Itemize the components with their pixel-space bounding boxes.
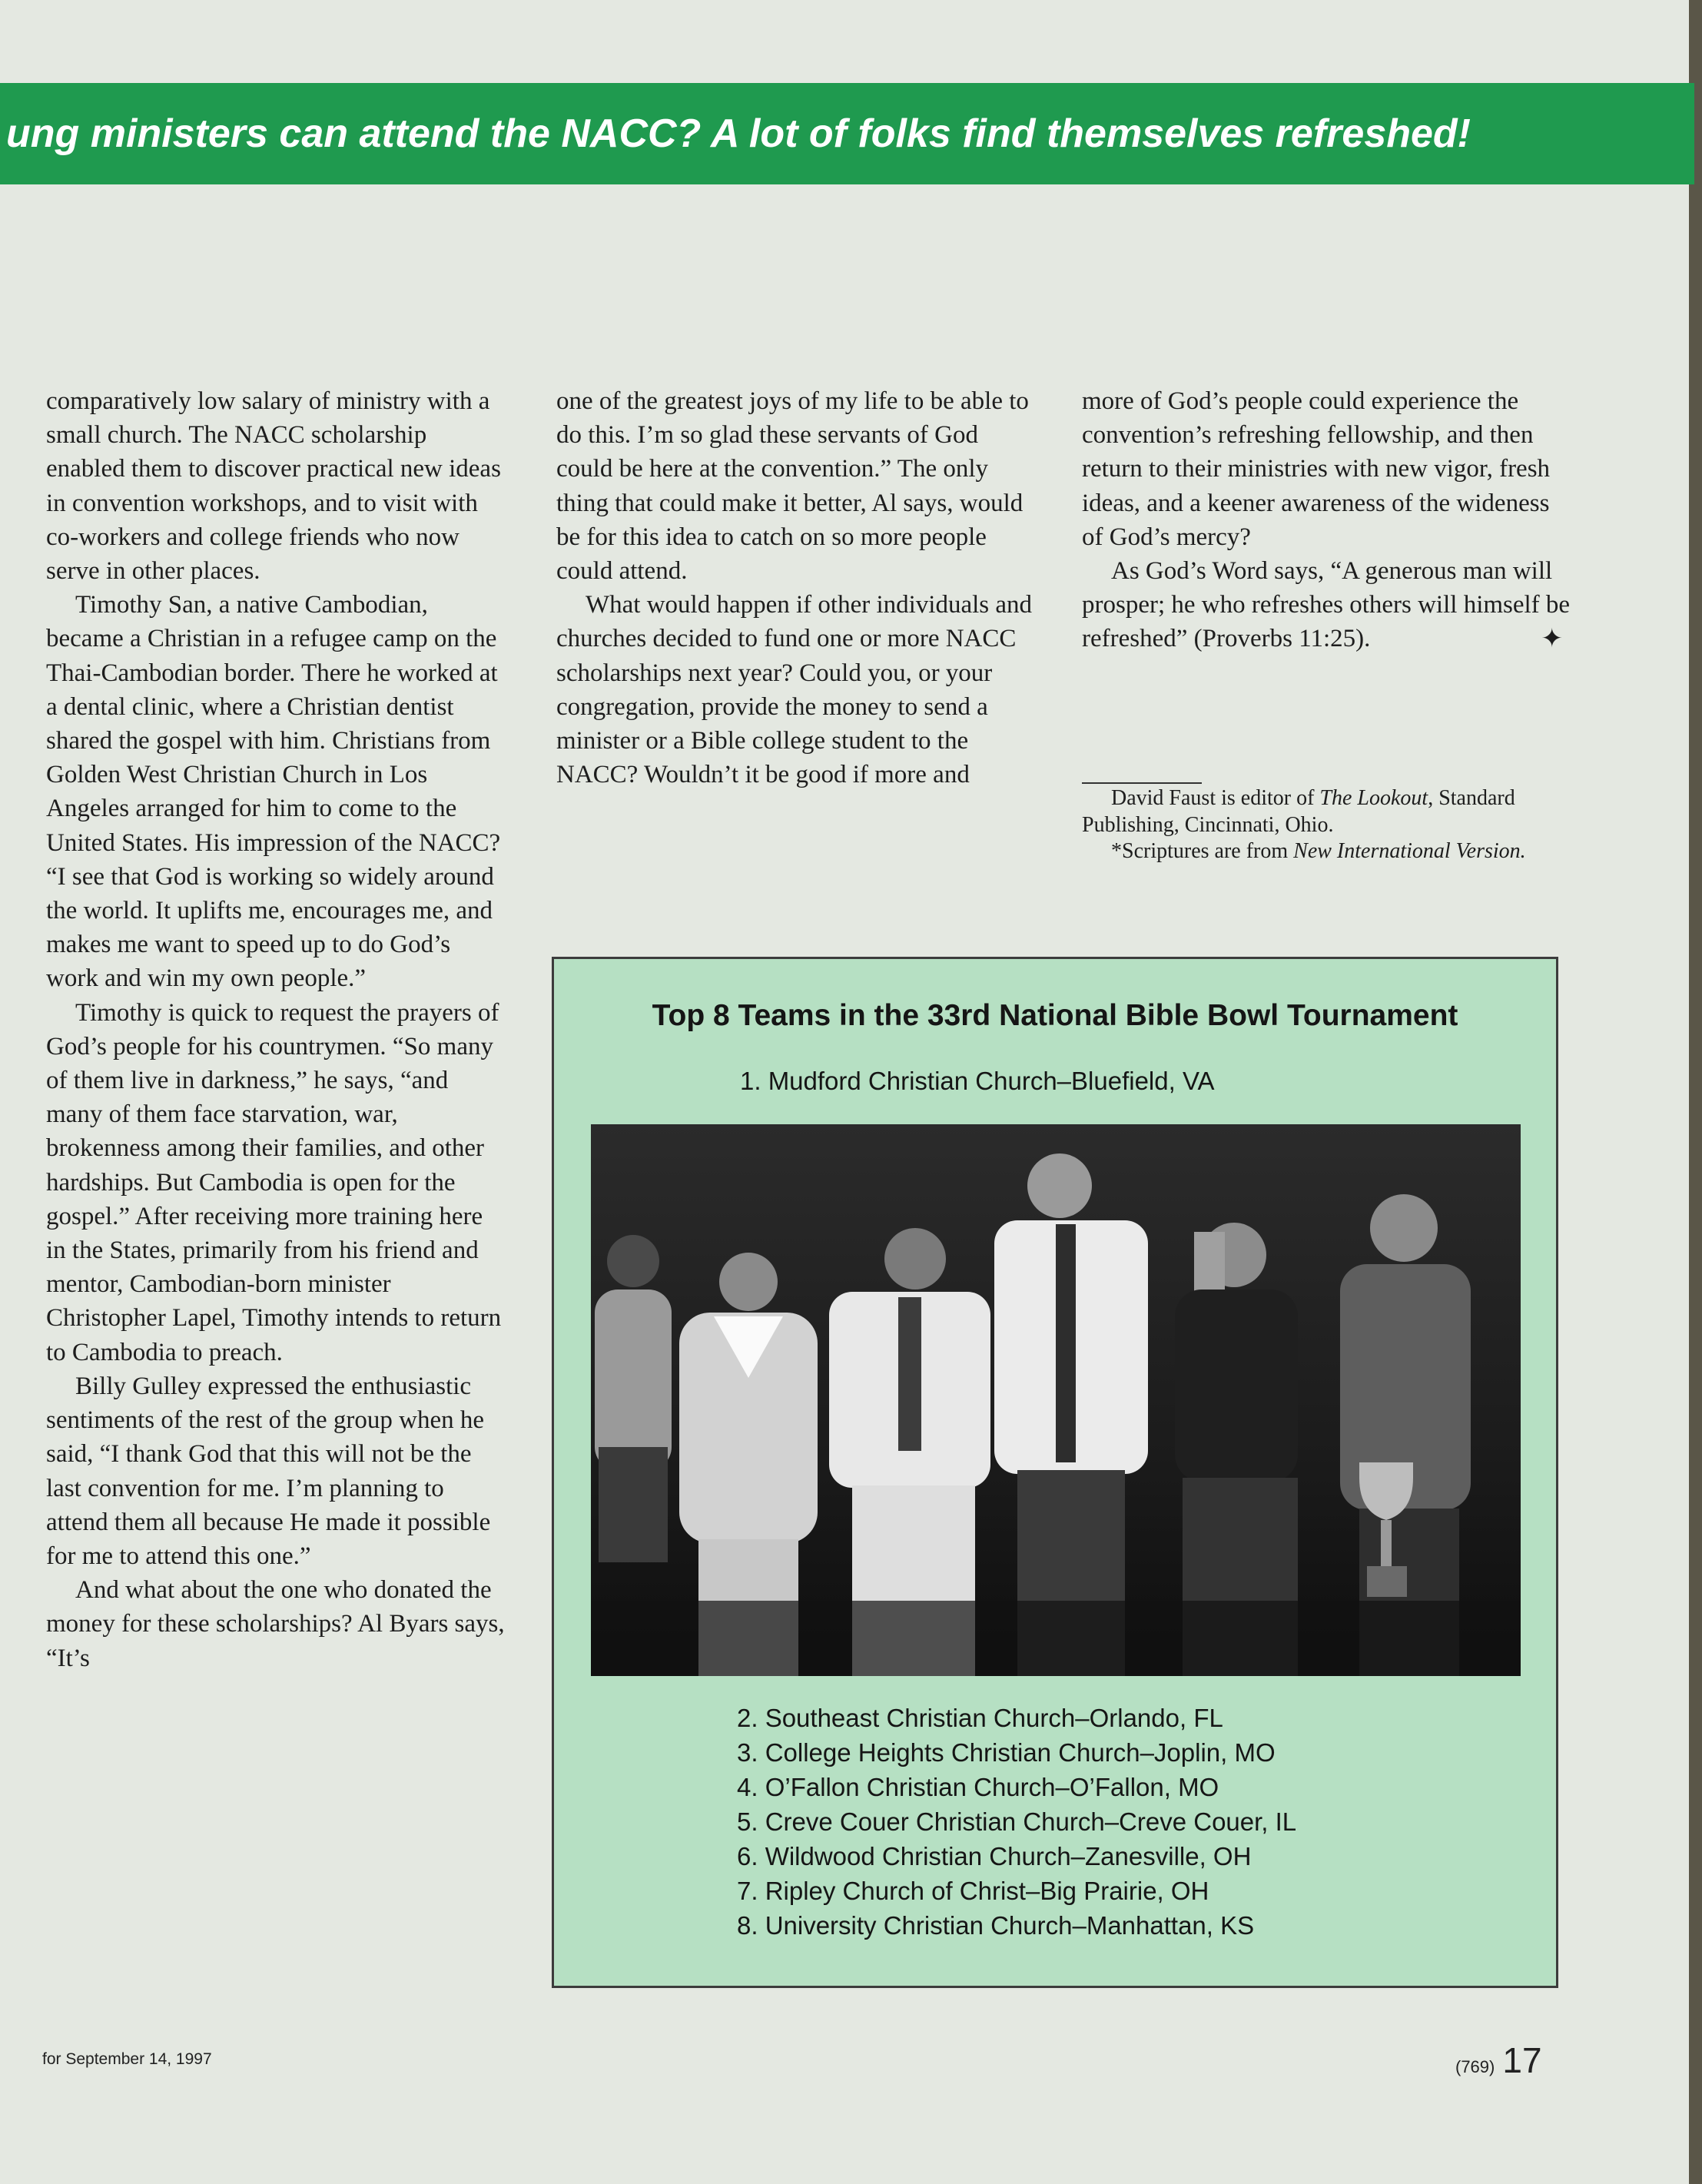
paragraph: one of the greatest joys of my life to be able to do this. I’m so glad these servants of God could be here at the convention.” The only thing that could make it better, Al says, would be for this idea to catch on so more people could attend.	[556, 387, 1029, 586]
credit-line	[1082, 785, 1574, 838]
paragraph: comparatively low salary of ministry with a small church. The NACC scholarship enabled them to discover practical new ideas in convention workshops, and to visit with co-workers and college friends who now serve in other places.	[46, 387, 501, 586]
box-title: Top 8 Teams in the 33rd National Bible Bowl Tournament	[652, 999, 1458, 1032]
list-item: 7. Ripley Church of Christ–Big Prairie, OH	[737, 1877, 1209, 1905]
paragraph	[1082, 554, 1574, 656]
team-photo	[591, 1124, 1521, 1676]
team-list	[737, 1701, 1296, 1943]
paragraph-text: As God’s Word says, “A generous man will prosper; he who refreshes others will himself be refreshed” (Proverbs 11:25).	[1082, 557, 1571, 653]
paragraph: Billy Gulley expressed the enthusiastic sentiments of the rest of the group when he said, “I thank God that this will not be the last convention for me. I’m planning to attend them all because He made it possible for me to attend this one.”	[46, 1372, 491, 1570]
first-place-team: 1. Mudford Christian Church–Bluefield, VA	[740, 1067, 1215, 1095]
author-credit	[1082, 785, 1574, 865]
paragraph: And what about the one who donated the money for these scholarships? Al Byars says, “It’s	[46, 1576, 505, 1672]
page-number: 17	[1502, 2040, 1542, 2080]
article-column-2	[556, 384, 1033, 792]
paragraph: What would happen if other individuals and churches decided to fund one or more NACC scholarships next year? Could you, or your congregation, provide the money to send a minister or a Bible college student to the NACC? Wouldn’t it be good if more and	[556, 591, 1033, 789]
credit-text: , Standard Publishing, Cincinnati, Ohio.	[1082, 786, 1515, 837]
issue-date: for September 14, 1997	[42, 2050, 212, 2068]
note-text: *Scriptures are from	[1111, 839, 1294, 863]
list-item: 6. Wildwood Christian Church–Zanesville, OH	[737, 1842, 1252, 1870]
header-banner	[0, 83, 1694, 184]
paragraph: more of God’s people could experience the convention’s refreshing fellowship, and then return to their ministries with new vigor, fresh ideas, and a keener awareness of the wideness of God’s mercy?	[1082, 387, 1551, 551]
paragraph: Timothy San, a native Cambodian, became a Christian in a refugee camp on the Thai-Cambodian border. There he worked at a dental clinic, where a Christian dentist shared the gospel with him. Christians from Golden West Christian Church in Los Angeles arranged for him to come to the United States. His impression of the NACC? “I see that God is working so widely around the world. It uplifts me, encourages me, and makes me want to speed up to do God’s work and win my own people.”	[46, 591, 501, 993]
list-item: 2. Southeast Christian Church–Orlando, FL	[737, 1704, 1223, 1732]
credit-text: David Faust is editor of	[1111, 786, 1320, 810]
article-column-3	[1082, 384, 1574, 656]
paragraph: Timothy is quick to request the prayers of God’s people for his countrymen. “So many of them live in darkness,” he says, “and many of them face starvation, war, brokenness among their families, and other hardships. But Cambodia is open for the gospel.” After receiving more training here in the States, primarily from his friend and mentor, Cambodian-born minister Christopher Lapel, Timothy intends to return to Cambodia to preach.	[46, 998, 502, 1366]
publication-name: The Lookout	[1319, 786, 1428, 810]
bible-version: New International Version.	[1293, 839, 1526, 863]
list-item: 3. College Heights Christian Church–Joplin, MO	[737, 1738, 1276, 1767]
banner-text: ung ministers can attend the NACC? A lot of folks find themselves refreshed!	[6, 111, 1471, 156]
bible-bowl-box	[552, 957, 1558, 1988]
article-column-1	[46, 384, 507, 1675]
page-code: (769)	[1455, 2057, 1495, 2076]
page-footer	[1455, 2040, 1542, 2081]
team-photo-image	[591, 1124, 1521, 1676]
divider	[1082, 782, 1202, 784]
list-item: 8. University Christian Church–Manhattan, KS	[737, 1911, 1255, 1940]
list-item: 5. Creve Couer Christian Church–Creve Couer, IL	[737, 1807, 1297, 1836]
end-mark-icon: ✦	[1541, 623, 1563, 655]
scripture-note	[1082, 838, 1574, 865]
binding-edge	[1689, 0, 1702, 2184]
list-item: 4. O’Fallon Christian Church–O’Fallon, MO	[737, 1773, 1219, 1801]
